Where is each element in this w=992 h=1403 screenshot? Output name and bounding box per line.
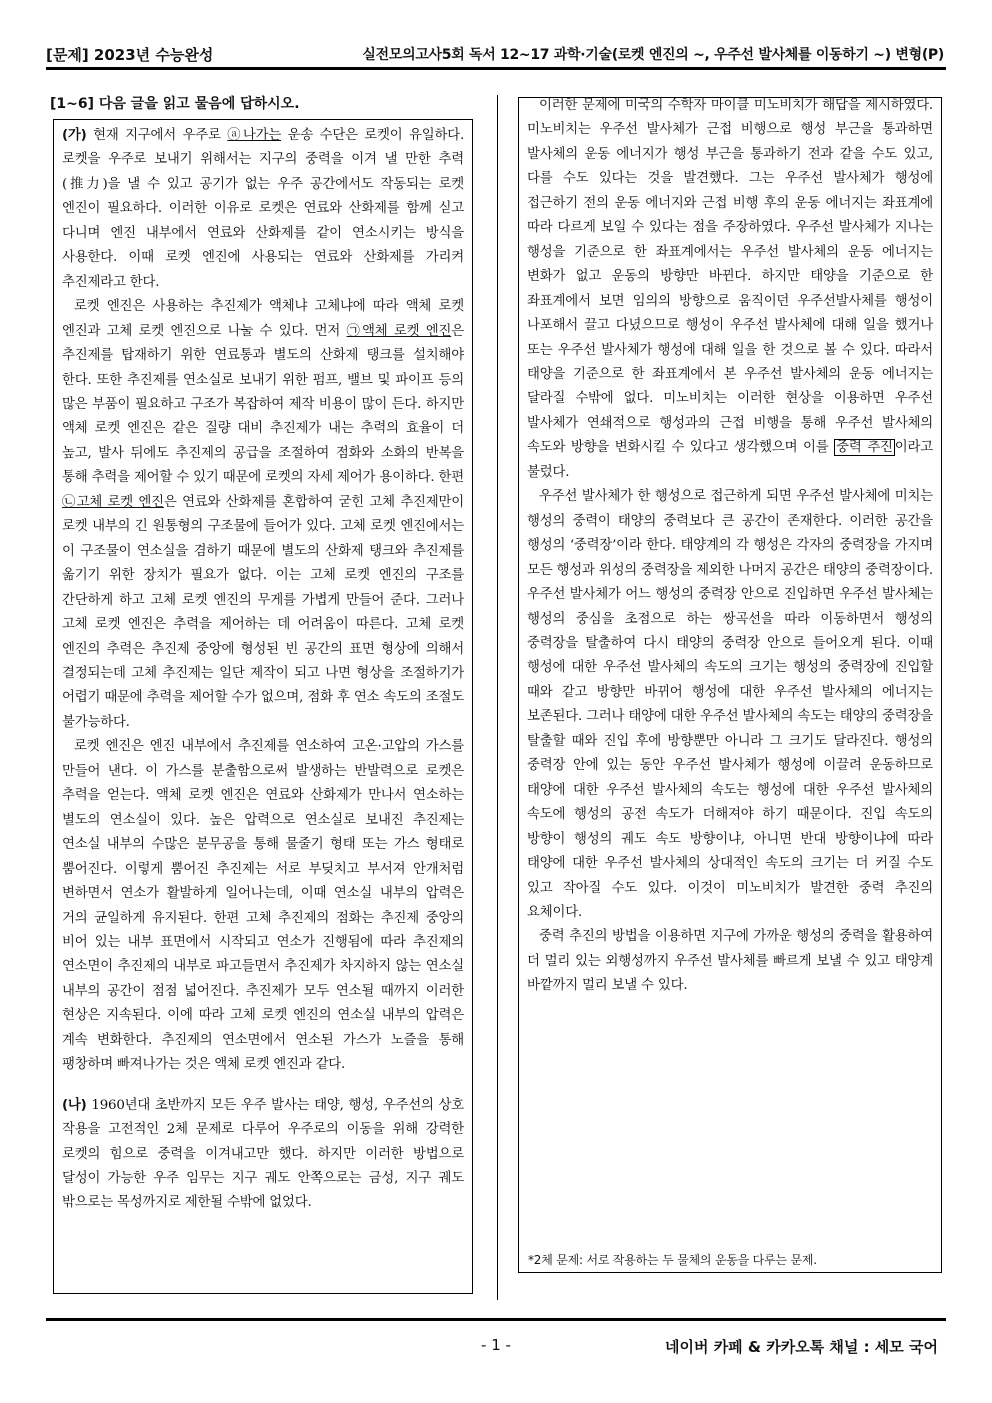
header-right: 실전모의고사5회 독서 12~17 과학·기술(로켓 엔진의 ~, 우주선 발사체를 이동하기 ~) 변형(P) [362,47,944,63]
passage-text: 은 추진제를 탑재하기 위한 연료통과 별도의 산화제 탱크를 설치해야 한다. 또한 추진제를 연소실로 보내기 위한 펌프, 밸브 및 파이프 등의 많은 부품이 필요하고 구조가 복잡하여 제작 비용이 많이 든다. 하지만 액체 로켓 엔진은 같은 질량 대비 추진제가 내는 추력의 효율이 더 높고, 발사 뒤에도 추진제의 공급을 조절하여 점화와 소화의 반복을 통해 추력을 제어할 수 있기 때문에 로켓의 자세 제어가 용이하다. 한편 [62,323,464,486]
column-divider [497,95,498,1300]
header-left: [문제] 2023년 수능완성 [46,46,214,64]
question-heading: [1~6] 다음 글을 읽고 물음에 답하시오. [50,96,300,112]
footer-rule [46,1318,946,1321]
passage-na-p2 [527,94,933,485]
passage-ga-label: (가) [62,128,87,143]
passage-text: 로켓 엔진은 사용하는 추진제가 액체냐 고체냐에 따라 액체 로켓 엔진과 고체 로켓 엔진으로 나눌 수 있다. 먼저 [62,299,464,339]
boxed-gravity-propulsion: 중력 추진 [836,440,893,456]
passage-na-p3: 우주선 발사체가 한 행성으로 접근하게 되면 우주선 발사체에 미치는 행성의 중력이 태양의 중력보다 큰 공간이 존재한다. 이러한 공간을 행성의 ‘중력장’이라 한다. 태양계의 각 행성은 각자의 중력장을 가지며 모든 행성과 위성의 중력장을 제외한 나머지 공간은 태양의 중력장이다. 우주선 발사체가 어느 행성의 중력장 안으로 진입하면 우주선 발사체는 행성의 중심을 초점으로 하는 쌍곡선을 따라 이동하면서 행성의 중력장을 탈출하여 다시 태양의 중력장 안으로 들어오게 된다. 이때 행성에 대한 우주선 발사체의 속도의 크기는 행성의 중력장에 진입할 때와 같고 방향만 바뀌어 행성에 대한 우주선 발사체의 에너지는 보존된다. 그러나 태양에 대한 우주선 발사체의 속도는 태양의 중력장을 탈출할 때와 진입 후에 방향뿐만 아니라 그 크기도 달라진다. 행성의 중력장 안에 있는 동안 우주선 발사체가 행성에 이끌려 운동하므로 태양에 대한 우주선 발사체의 속도는 행성에 대한 우주선 발사체의 속도에 행성의 공전 속도가 더해져야 하기 때문이다. 진입 속도의 방향이 행성의 궤도 속도 방향이냐, 아니면 반대 방향이냐에 따라 태양에 대한 우주선 발사체의 상대적인 속도의 크기는 더 커질 수도 있고 작아질 수도 있다. 이것이 미노비치가 발견한 중력 추진의 요체이다. [527,489,933,920]
page-number: - 1 - [481,1336,511,1354]
passage-text: 이라고 불렀다. [527,440,934,480]
passage-text: 은 연료와 산화제를 혼합하여 굳힌 고체 추진제만이 로켓 내부의 긴 원통형의 구조물에 들어가 있다. 고체 로켓 엔진에서는 이 구조물이 연소실을 겸하기 때문에 별도의 산화제 탱크와 추진제를 옮기기 위한 장치가 필요가 없다. 이는 고체 로켓 엔진의 구조를 간단하게 하고 고체 로켓 엔진의 무게를 가볍게 만들어 준다. 그러나 고체 로켓 엔진은 추력을 제어하는 데 어려움이 따른다. 고체 로켓 엔진의 추력은 추진제 중앙에 형성된 빈 공간의 표면 형상에 의해서 결정되는데 고체 추진제는 일단 제작이 되고 나면 형상을 조절하기가 어렵기 때문에 추력을 제어할 수가 없으며, 점화 후 연소 속도의 조절도 불가능하다. [62,494,465,730]
passage-text: 이러한 문제에 미국의 수학자 마이클 미노비치가 해답을 제시하였다. 미노비치는 우주선 발사체가 근접 비행으로 행성 부근을 통과하면 발사체의 운동 에너지가 행성 부근을 통과하기 전과 같을 수도 있고, 다를 수도 있다는 것을 발견했다. 그는 우주선 발사체가 행성에 접근하기 전의 운동 에너지와 근접 비행 후의 운동 에너지는 좌표계에 따라 다르게 보일 수 있다는 점을 주장하였다. 우주선 발사체가 지나는 행성을 기준으로 한 좌표계에서는 우주선 발사체의 운동 에너지는 변화가 없고 운동의 방향만 바뀐다. 하지만 태양을 기준으로 한 좌표계에서 보면 임의의 방향으로 움직이던 우주선발사체를 행성이 나포해서 끌고 다녔으므로 행성이 우주선 발사체에 대해 일을 했거나 또는 우주선 발사체가 행성에 대해 일을 한 것으로 볼 수 있다. 따라서 태양을 기준으로 한 좌표계에서 본 우주선 발사체의 운동 에너지는 달라질 수밖에 없다. 미노비치는 이러한 현상을 이용하면 우주선 발사체가 연쇄적으로 행성과의 근접 비행을 통해 우주선 발사체의 속도와 방향을 변화시킬 수 있다고 생각했으며 이를 [527,98,933,456]
passage-na-label: (나) [62,1097,87,1113]
passage-box-right [518,97,942,1273]
marker-a-nagan: ⓐ나가는 [227,128,282,143]
marker-solid-rocket-engine: ㉡고체 로켓 엔진 [62,494,164,510]
passage-na-p1 [62,1094,464,1216]
passage-ga-p1 [62,124,464,295]
passage-ga-p2 [62,295,464,735]
footer-credit: 네이버 카페 & 카카오톡 채널 : 세모 국어 [665,1338,938,1356]
marker-liquid-rocket-engine: ㉠액체 로켓 엔진 [346,323,452,339]
passage-na-p4: 중력 추진의 방법을 이용하면 지구에 가까운 행성의 중력을 활용하여 더 멀리 있는 외행성까지 우주선 발사체를 빠르게 보낼 수 있고 태양계 바깥까지 멀리 보낼 수 있다. [527,929,933,994]
header-rule [46,67,946,70]
passage-text: 운송 수단은 로켓이 유일하다. 로켓을 우주로 보내기 위해서는 지구의 중력을 이겨 낼 만한 추력(推力)을 낼 수 있고 공기가 없는 우주 공간에서도 작동되는 로켓 엔진이 필요하다. 이러한 이유로 로켓은 연료와 산화제를 함께 싣고 다니며 엔진 내부에서 연료와 산화제를 같이 연소시키는 방식을 사용한다. 이때 로켓 엔진에 사용되는 연료와 산화제를 가리켜 추진제라고 한다. [62,128,465,290]
passage-ga-p3: 로켓 엔진은 엔진 내부에서 추진제를 연소하여 고온·고압의 가스를 만들어 낸다. 이 가스를 분출함으로써 발생하는 반발력으로 로켓은 추력을 얻는다. 액체 로켓 엔진은 연료와 산화제가 만나서 연소하는 별도의 연소실이 있다. 높은 압력으로 연소실로 보내진 추진제는 연소실 내부의 수많은 분무공을 통해 물줄기 형태 또는 가스 형태로 뿜어진다. 이렇게 뿜어진 추진제는 서로 부딪치고 부서져 안개처럼 변하면서 연소가 활발하게 일어나는데, 이때 연소실 내부의 압력은 거의 균일하게 유지된다. 한편 고체 추진제의 점화는 추진제 중앙의 비어 있는 내부 표면에서 시작되고 연소가 진행됨에 따라 추진제의 연소면이 추진제의 내부로 파고들면서 추진제가 차지하지 않는 연소실 내부의 공간이 점점 넓어진다. 추진제가 모두 연소될 때까지 이러한 현상은 지속된다. 이에 따라 고체 로켓 엔진의 연소실 내부의 압력은 계속 변화한다. 추진제의 연소면에서 연소된 가스가 노즐을 통해 팽창하며 빠져나가는 것은 액체 로켓 엔진과 같다. [62,739,464,1073]
passage-text: 1960년대 초반까지 모든 우주 발사는 태양, 행성, 우주선의 상호 작용을 고전적인 2체 문제로 다루어 우주로의 이동을 위해 강력한 로켓의 힘으로 중력을 이겨내고만 했다. 하지만 이러한 방법으로 달성이 가능한 우주 임무는 지구 궤도 안쪽으로는 금성, 지구 궤도 밖으로는 목성까지로 제한될 수밖에 없었다. [62,1097,464,1211]
passage-text: 현재 지구에서 우주로 [86,128,228,143]
passage-box-left [53,119,473,1294]
footnote: *2체 문제: 서로 작용하는 두 물체의 운동을 다루는 문제. [528,1253,817,1267]
